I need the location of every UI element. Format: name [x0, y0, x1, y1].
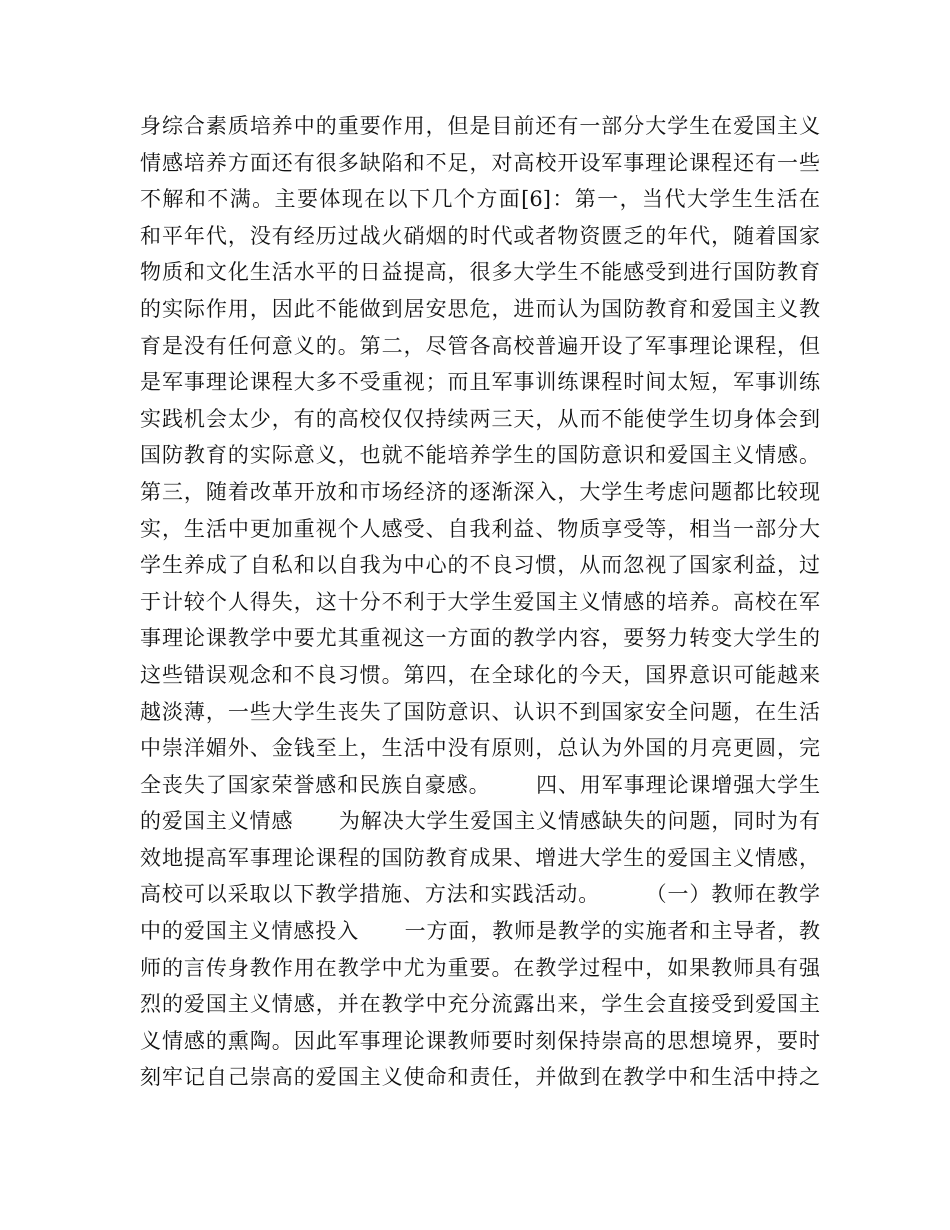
- text-line: 的爱国主义情感 为解决大学生爱国主义情感缺失的问题，同时为有: [140, 809, 820, 834]
- text-line: 刻牢记自己崇高的爱国主义使命和责任，并做到在教学中和生活中持之: [140, 1065, 820, 1090]
- text-line: 效地提高军事理论课程的国防教育成果、增进大学生的爱国主义情感，: [140, 845, 820, 870]
- text-line: 学生养成了自私和以自我为中心的不良习惯，从而忽视了国家利益，过: [140, 553, 820, 578]
- text-line: 烈的爱国主义情感，并在教学中充分流露出来，学生会直接受到爱国主: [140, 992, 820, 1017]
- text-line: 身综合素质培养中的重要作用，但是目前还有一部分大学生在爱国主义: [140, 114, 820, 138]
- text-line: 育是没有任何意义的。第二，尽管各高校普遍开设了军事理论课程，但: [140, 333, 820, 358]
- text-line: 不解和不满。主要体现在以下几个方面[6]：第一，当代大学生生活在: [140, 187, 820, 212]
- body-text: [140, 108, 820, 1096]
- text-line: 事理论课教学中要尤其重视这一方面的教学内容，要努力转变大学生的: [140, 626, 820, 651]
- text-line: 实，生活中更加重视个人感受、自我利益、物质享受等，相当一部分大: [140, 516, 820, 541]
- text-line: 于计较个人得失，这十分不利于大学生爱国主义情感的培养。高校在军: [140, 589, 820, 614]
- text-line: 中崇洋媚外、金钱至上，生活中没有原则，总认为外国的月亮更圆，完: [140, 736, 820, 761]
- text-line: 这些错误观念和不良习惯。第四，在全球化的今天，国界意识可能越来: [140, 662, 820, 687]
- text-line: 师的言传身教作用在教学中尤为重要。在教学过程中，如果教师具有强: [140, 955, 820, 980]
- text-line: 的实际作用，因此不能做到居安思危，进而认为国防教育和爱国主义教: [140, 296, 820, 321]
- text-line: 第三，随着改革开放和市场经济的逐渐深入，大学生考虑问题都比较现: [140, 479, 820, 504]
- text-line: 中的爱国主义情感投入 一方面，教师是教学的实施者和主导者，教: [140, 919, 820, 944]
- text-line: 和平年代，没有经历过战火硝烟的时代或者物资匮乏的年代，随着国家: [140, 223, 820, 248]
- text-line: 情感培养方面还有很多缺陷和不足，对高校开设军事理论课程还有一些: [140, 150, 820, 175]
- text-line: 越淡薄，一些大学生丧失了国防意识、认识不到国家安全问题，在生活: [140, 699, 820, 724]
- text-line: 高校可以采取以下教学措施、方法和实践活动。 （一）教师在教学: [140, 882, 820, 907]
- text-line: 义情感的熏陶。因此军事理论课教师要时刻保持崇高的思想境界，要时: [140, 1028, 820, 1053]
- text-line: 国防教育的实际意义，也就不能培养学生的国防意识和爱国主义情感。: [140, 443, 820, 468]
- text-line: 是军事理论课程大多不受重视；而且军事训练课程时间太短，军事训练: [140, 370, 820, 395]
- text-line: 实践机会太少，有的高校仅仅持续两三天，从而不能使学生切身体会到: [140, 406, 820, 431]
- text-line: 物质和文化生活水平的日益提高，很多大学生不能感受到进行国防教育: [140, 260, 820, 285]
- text-line: 全丧失了国家荣誉感和民族自豪感。 四、用军事理论课增强大学生: [140, 772, 820, 797]
